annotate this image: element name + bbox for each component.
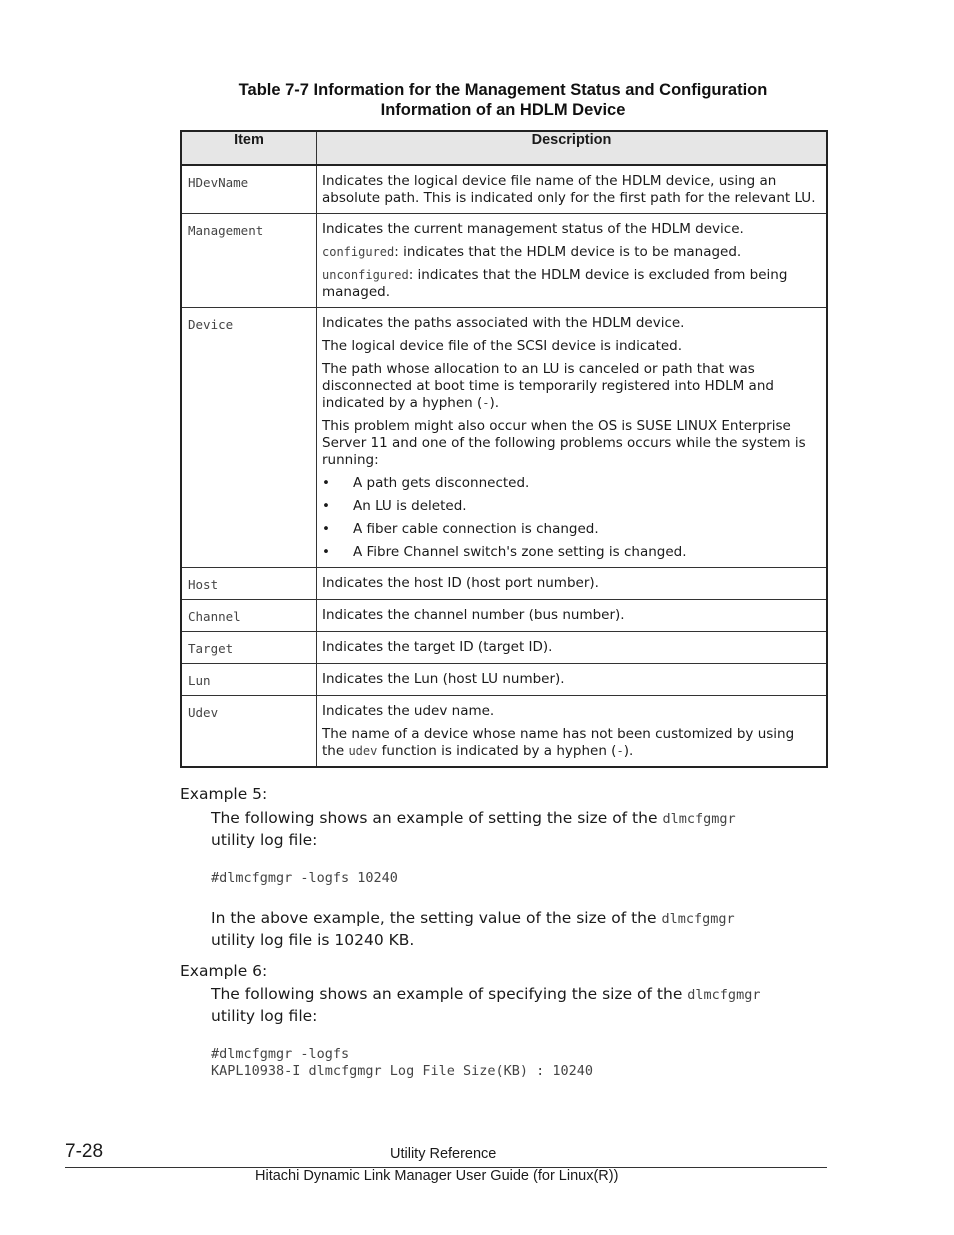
list-item: • An LU is deleted. xyxy=(322,498,467,514)
command-name: dlmcfgmgr xyxy=(661,911,735,927)
code-value: - xyxy=(616,744,624,758)
description-text: configured: indicates that the HDLM device is to be managed. xyxy=(322,244,742,260)
description-cell xyxy=(317,568,828,600)
bullet-icon: • xyxy=(322,521,330,537)
description-cell xyxy=(317,696,828,768)
item-cell: Udev xyxy=(181,696,317,768)
code-value: unconfigured xyxy=(322,268,409,282)
table-row xyxy=(181,632,827,664)
description-cell xyxy=(317,664,828,696)
table-row xyxy=(181,696,827,768)
example5-label: Example 5: xyxy=(180,785,268,803)
footer-section-title: Utility Reference xyxy=(390,1146,497,1162)
description-text: unconfigured: indicates that the HDLM device is excluded from being managed. xyxy=(322,267,788,300)
table-row xyxy=(181,568,827,600)
description-text: The logical device file of the SCSI device is indicated. xyxy=(322,338,683,354)
code-value: - xyxy=(482,396,490,410)
description-text: Indicates the target ID (target ID). xyxy=(322,639,553,655)
command-name: dlmcfgmgr xyxy=(687,987,761,1003)
footer-book-title: Hitachi Dynamic Link Manager User Guide (for Linux(R)) xyxy=(255,1168,619,1184)
item-cell: Host xyxy=(181,568,317,600)
bullet-list xyxy=(322,475,820,561)
bullet-icon: • xyxy=(322,475,330,491)
example5-intro: The following shows an example of setting the size of the dlmcfgmgr utility log file: xyxy=(211,809,736,849)
header-description: Description xyxy=(317,131,828,165)
example6-command: #dlmcfgmgr -logfs KAPL10938-I dlmcfgmgr Log File Size(KB) : 10240 xyxy=(211,1046,594,1079)
description-cell xyxy=(317,165,828,214)
list-item: • A fiber cable connection is changed. xyxy=(322,521,599,537)
example6-label: Example 6: xyxy=(180,962,268,980)
example6-intro: The following shows an example of specifying the size of the dlmcfgmgr utility log file: xyxy=(211,985,761,1025)
page-number: 7-28 xyxy=(65,1141,104,1162)
table-title-line2: Information of an HDLM Device xyxy=(380,101,626,119)
item-cell: HDevName xyxy=(181,165,317,214)
example5-result: In the above example, the setting value of the size of the dlmcfgmgr utility log file is 10240 KB. xyxy=(211,909,735,949)
table-row xyxy=(181,214,827,308)
table-title xyxy=(180,80,826,120)
item-cell: Target xyxy=(181,632,317,664)
list-item: • A path gets disconnected. xyxy=(322,475,530,491)
description-text: This problem might also occur when the OS is SUSE LINUX Enterprise Server 11 and one of the following problems occurs while the system is running: xyxy=(322,418,806,468)
table-title-line1: Table 7-7 Information for the Management Status and Configuration xyxy=(238,81,768,99)
table-row xyxy=(181,600,827,632)
item-cell: Channel xyxy=(181,600,317,632)
header-item: Item xyxy=(181,131,317,165)
description-cell xyxy=(317,600,828,632)
list-item: • A Fibre Channel switch's zone setting is changed. xyxy=(322,544,687,560)
item-cell: Lun xyxy=(181,664,317,696)
code-value: udev xyxy=(348,744,378,758)
description-cell xyxy=(317,308,828,568)
table-row xyxy=(181,664,827,696)
item-cell: Device xyxy=(181,308,317,568)
description-text: The name of a device whose name has not been customized by using the udev function is indicated by a hyphen (-). xyxy=(322,726,795,759)
description-text: Indicates the logical device file name of the HDLM device, using an absolute path. This is indicated only for the first path for the relevant LU. xyxy=(322,173,816,206)
description-text: Indicates the paths associated with the HDLM device. xyxy=(322,315,685,331)
code-value: configured xyxy=(322,245,395,259)
example5-command: #dlmcfgmgr -logfs 10240 xyxy=(211,870,398,886)
description-text: Indicates the channel number (bus number). xyxy=(322,607,625,623)
command-name: dlmcfgmgr xyxy=(662,811,736,827)
bullet-icon: • xyxy=(322,498,330,514)
table-row xyxy=(181,308,827,568)
description-cell xyxy=(317,632,828,664)
description-text: The path whose allocation to an LU is canceled or path that was disconnected at boot time is temporarily registered into HDLM and indicated by a hyphen (-). xyxy=(322,361,774,411)
description-text: Indicates the Lun (host LU number). xyxy=(322,671,565,687)
description-text: Indicates the udev name. xyxy=(322,703,495,719)
description-cell xyxy=(317,214,828,308)
table-row xyxy=(181,165,827,214)
bullet-icon: • xyxy=(322,544,330,560)
table-header-row xyxy=(181,131,827,165)
description-text: Indicates the host ID (host port number). xyxy=(322,575,599,591)
description-text: Indicates the current management status of the HDLM device. xyxy=(322,221,744,237)
item-cell: Management xyxy=(181,214,317,308)
management-status-table xyxy=(180,130,828,768)
